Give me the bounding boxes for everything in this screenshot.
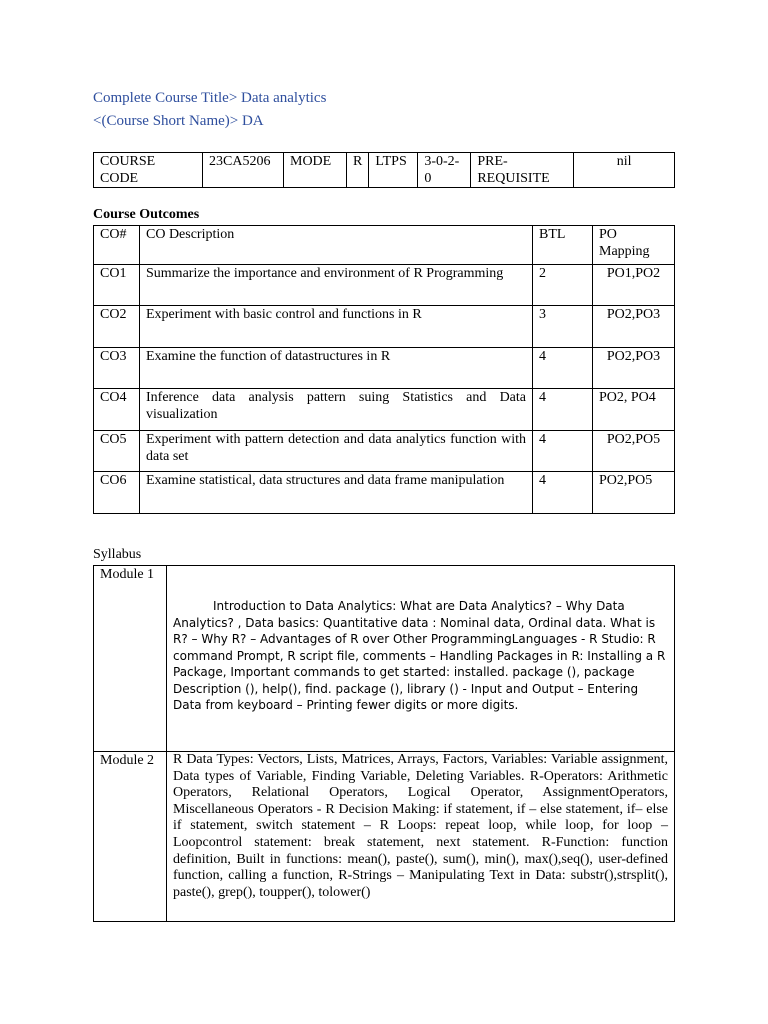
course-code-label: COURSE CODE [94, 153, 203, 188]
module-content: Introduction to Data Analytics: What are Data Analytics? – Why Data Analytics? , Data basics: Quantitative data : Nominal data, Ordinal data. What is R? – Why R? – Advantages of R over Other ProgrammingLanguages - R Studio: R command Prompt, R script file, comments – Handling Packages in R: Installing a R Package, Important commands to get started: installed. package (), package Description (), help(), find. package (), library () - Input and Output – Entering Data from keyboard – Printing fewer digits or more digits. [167, 566, 675, 752]
module-content: R Data Types: Vectors, Lists, Matrices, Arrays, Factors, Variables: Variable assignment, Data types of Variable, Finding Variable, Deleting Variables. R-Operators: Arithmetic Operators, Relational Operators, Logical Operator, AssignmentOperators, Miscellaneous Operators - R Decision Making: if statement, if – else statement, if– else if statement, switch statement – R Loops: repeat loop, while loop, for loop – Loopcontrol statement: break statement, next statement. R-Function: function definition, Built in functions: mean(), paste(), sum(), min(), max(),seq(), user-defined function, calling a function, R-Strings – Manipulating Text in Data: substr(),strsplit(), paste(), grep(), toupper(), tolower() [167, 752, 675, 922]
syllabus-table [93, 565, 675, 922]
desc-header: CO Description [140, 226, 533, 265]
co-id: CO4 [94, 389, 140, 431]
module-label: Module 2 [94, 752, 167, 922]
co-id: CO3 [94, 348, 140, 389]
ltps-value: 3-0-2-0 [418, 153, 471, 188]
co-description: Inference data analysis pattern suing Statistics and Data visualization [140, 389, 533, 431]
btl-header: BTL [533, 226, 593, 265]
ltps-label: LTPS [369, 153, 418, 188]
co-po-mapping: PO2,PO3 [593, 348, 675, 389]
co-po-mapping: PO2, PO4 [593, 389, 675, 431]
co-btl: 4 [533, 431, 593, 472]
course-info-table [93, 152, 675, 188]
po-header: PO Mapping [593, 226, 675, 265]
co-id: CO6 [94, 472, 140, 514]
prereq-value: nil [574, 153, 675, 188]
co-btl: 3 [533, 306, 593, 348]
course-short-name: <(Course Short Name)> DA [93, 113, 264, 129]
co-id: CO5 [94, 431, 140, 472]
co-description: Examine statistical, data structures and data frame manipulation [140, 472, 533, 514]
co-btl: 4 [533, 389, 593, 431]
prereq-label: PRE-REQUISITE [471, 153, 574, 188]
co-description: Summarize the importance and environment of R Programming [140, 265, 533, 306]
co-po-mapping: PO2,PO5 [593, 431, 675, 472]
co-po-mapping: PO1,PO2 [593, 265, 675, 306]
co-btl: 4 [533, 348, 593, 389]
co-id: CO2 [94, 306, 140, 348]
course-outcomes-table [93, 225, 675, 514]
co-po-mapping: PO2,PO5 [593, 472, 675, 514]
table-row [94, 348, 675, 389]
mode-label: MODE [284, 153, 347, 188]
mode-value: R [347, 153, 369, 188]
table-row [94, 265, 675, 306]
co-po-mapping: PO2,PO3 [593, 306, 675, 348]
module-label: Module 1 [94, 566, 167, 752]
co-header: CO# [94, 226, 140, 265]
course-code-value: 23CA5206 [203, 153, 284, 188]
table-row [94, 431, 675, 472]
table-row [94, 472, 675, 514]
co-description: Examine the function of datastructures in R [140, 348, 533, 389]
co-description: Experiment with basic control and functions in R [140, 306, 533, 348]
syllabus-heading: Syllabus [93, 547, 142, 562]
course-title: Complete Course Title> Data analytics [93, 90, 327, 106]
co-id: CO1 [94, 265, 140, 306]
co-description: Experiment with pattern detection and data analytics function with data set [140, 431, 533, 472]
co-btl: 4 [533, 472, 593, 514]
table-row [94, 566, 675, 752]
table-row [94, 306, 675, 348]
table-row [94, 752, 675, 922]
table-row [94, 389, 675, 431]
course-outcomes-heading: Course Outcomes [93, 207, 200, 222]
co-btl: 2 [533, 265, 593, 306]
